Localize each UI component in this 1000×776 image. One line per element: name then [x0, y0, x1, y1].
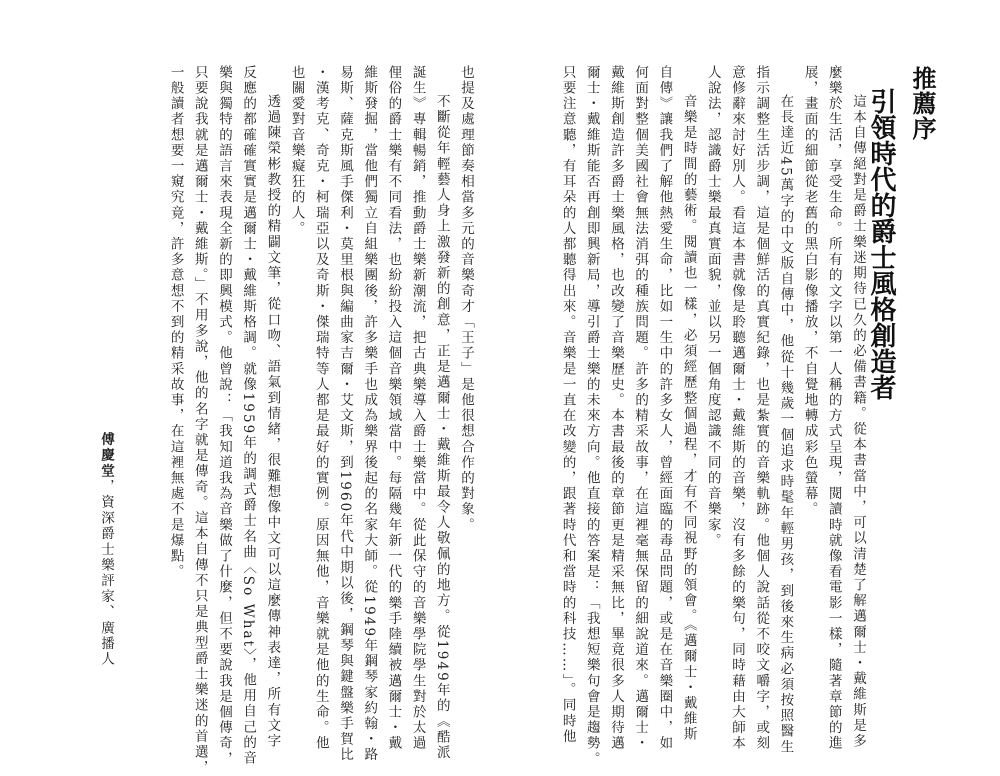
- text-line: 反應的都確確實實是邁爾士・戴維斯格調。就像1959年的調式爵士名曲〈So What〉，他用自己的音: [240, 65, 257, 767]
- text-line: 誕生》專輯暢銷，推動爵士樂新潮流，把古典樂導入爵士樂當中。從此保守的音樂學院學生對於太過: [409, 65, 426, 752]
- text-line: 只要說我就是邁爾士・戴維斯。」不用多說，他的名字就是傳奇。這本自傳不只是典型爵士樂迷的首選，: [191, 65, 208, 776]
- text-line: 音樂是時間的藝術。閱讀也一樣，必須經歷整個過程，才有不同視野的領會。《邁爾士・戴維斯: [680, 94, 697, 743]
- right-page-body: [555, 65, 870, 767]
- text-line: 意修辭來討好別人。看這本書就像是聆聽邁爾士・戴維斯的音樂，沒有多餘的樂句，同時藉由大師本: [728, 65, 745, 752]
- text-line: 在長達近45萬字的中文版自傳中，他從十幾歲一個追求時髦年輕男孩，到後來生病必須按照醫生: [777, 94, 794, 755]
- text-line: 展，畫面的細節從老舊的黑白影像播放，不自覺地轉成彩色螢幕。: [801, 65, 818, 518]
- text-line: 麼樂於生活，享受生命。所有的文字以第一人稱的方式呈現，閱讀時就像看電影一樣，隨著章節的進: [825, 65, 842, 752]
- text-line: 樂與獨特的語言來表現全新的即興模式。他曾說：「我知道我為音樂做了什麼，但不要說我是個傳奇，: [215, 65, 232, 767]
- author-name: 傅慶堂: [98, 432, 114, 480]
- text-line: 何面對整個美國社會無法消弭的種族問題。許多的精采故事，在這裡毫無保留的細說道來。邁爾士・: [632, 65, 649, 752]
- text-line: 也提及處理節奏相當多元的音樂奇才「王子」是他很想合作的對象。: [458, 65, 474, 533]
- left-page-body: [163, 65, 478, 776]
- text-line: 只要注意聽，有耳朵的人都聽得出來。音樂是一直在改變的，跟著時代和當時的科技……」。同時他: [559, 65, 576, 745]
- text-line: 也關愛對音樂癡狂的人。: [288, 65, 305, 237]
- page-title: 引領時代的爵士風格創造者: [866, 88, 896, 400]
- text-line: 人說法，認識爵士樂最真實面貌，並以另一個角度認識不同的音樂家。: [704, 65, 721, 549]
- text-line: 爾士・戴維斯能否再創即興新局，導引爵士樂的未來方向。他直接的答案是：「我想短樂句會是趨勢。: [583, 65, 600, 767]
- text-line: 一般讀者想要一窺究竟，許多意想不到的精采故事，在這裡無處不是爆點。: [167, 65, 184, 580]
- text-line: 維斯發掘，當他們獨立自組樂團後，許多樂手也成為樂界後起的名家大師。從1949年鋼琴家約翰・路: [361, 65, 378, 763]
- text-line: 自傳》讓我們了解他熱愛生命，比如一生中的許多女人，曾經面臨的毒品問題，或是在音樂圈中，如: [656, 65, 673, 752]
- section-heading: 推薦序: [908, 66, 936, 141]
- text-line: 不斷從年輕藝人身上激發新的創意，正是邁爾士・戴維斯最令人敬佩的地方。從1949年的《酷派: [433, 94, 450, 761]
- text-line: 易斯、薩克斯風手傑利・莫里根與編曲家吉爾・艾文斯，到1960年代中期以後，鋼琴與鍵盤樂手賀比: [336, 65, 353, 763]
- text-line: ・漢考克、奇克・柯瑞亞以及奇斯・傑瑞特等人都是最好的實例。原因無他，音樂就是他的生命。他: [312, 65, 329, 752]
- text-line: 戴維斯創造許多爵士樂風格，也改變了音樂歷史。本書最後的章節更是精采無比，畢竟很多人期待邁: [607, 65, 624, 752]
- text-line: 俚俗的爵士樂有不同看法，也紛紛投入這個音樂領域當中。每隔幾年新一代的樂手陸續被邁爾士・戴: [385, 65, 402, 752]
- text-line: 這本自傳絕對是爵士樂迷期待已久的必備書籍。從本書當中，可以清楚了解邁爾士・戴維斯是多: [850, 94, 866, 750]
- text-line: 指示調整生活步調，這是個鮮活的真實紀錄，也是紮實的音樂軌跡。他個人說話從不咬文嚼字，或刻: [753, 65, 770, 752]
- author-signature: [96, 432, 116, 668]
- author-role: ，資深爵士樂評家、廣播人: [98, 479, 114, 668]
- text-line: 透過陳榮彬教授的精闢文筆，從口吻、語氣到情緒，很難想像中文可以這麼傳神表達，所有文字: [264, 94, 281, 750]
